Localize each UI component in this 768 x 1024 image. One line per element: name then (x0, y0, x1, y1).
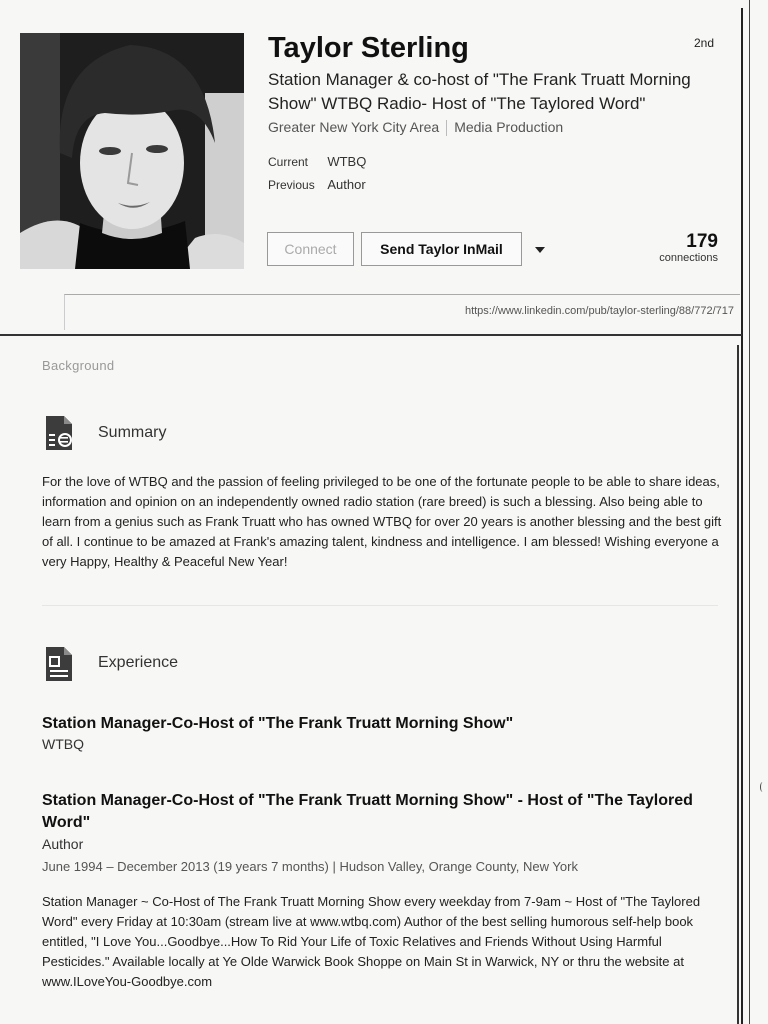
previous-value[interactable]: Author (327, 177, 366, 192)
profile-headline: Station Manager & co-host of "The Frank Truatt Morning Show" WTBQ Radio- Host of "The Taylored Word" (268, 70, 691, 113)
industry-link[interactable]: Media Production (454, 119, 564, 135)
summary-title: Summary (98, 424, 167, 441)
section-divider (42, 605, 718, 606)
job-description: Station Manager ~ Co-Host of The Frank Truatt Morning Show every weekday from 7-9am ~ Host of "The Taylored Word" every Friday at 10:30am (stream live at www.wtbq.com) Author of the best selling humorous self-help book entitled, "I Love You...Goodbye...How To Rid Your Life of Toxic Relatives and Friends Without Using Harmful Pesticides." Available locally at Ye Olde Warwick Book Shoppe on Main St in Warwick, NY or thru the website at www.ILoveYou-Goodbye.com (42, 894, 701, 989)
scan-artifact (760, 782, 765, 792)
profile-photo (20, 33, 244, 269)
summary-document-icon (44, 414, 74, 452)
page-border-line (741, 8, 743, 1024)
connections-label: connections (659, 252, 718, 264)
current-value[interactable]: WTBQ (327, 154, 367, 169)
separator (446, 120, 447, 136)
job-company[interactable]: WTBQ (42, 736, 84, 752)
send-inmail-button[interactable]: Send Taylor InMail (361, 232, 522, 266)
experience-document-icon (44, 645, 74, 683)
public-profile-url[interactable]: https://www.linkedin.com/pub/taylor-sterling/88/772/717 (464, 305, 734, 317)
profile-name: Taylor Sterling (268, 32, 469, 64)
current-label: Current (268, 155, 309, 169)
section-heading-background: Background (42, 358, 115, 373)
chevron-down-icon[interactable] (535, 247, 545, 253)
connections-count: 179 (686, 231, 718, 252)
current-row (268, 154, 366, 169)
experience-title: Experience (98, 654, 179, 671)
job-dates-location: June 1994 – December 2013 (19 years 7 months) | Hudson Valley, Orange County, New York (42, 859, 578, 874)
previous-row (268, 177, 366, 192)
page-border-line (749, 0, 750, 1024)
page-border-line (737, 345, 739, 1024)
header-divider (0, 334, 742, 336)
summary-text: For the love of WTBQ and the passion of feeling privileged to be one of the fortunate people to be able to share ideas, information and opinion on an independently owned radio station (rare breed) is such a blessing. Also being able to learn from a genius such as Frank Truatt who has owned WTBQ for over 20 years is another blessing and the best gift of all. I continue to be amazed at Frank's amazing talent, kindness and intelligence. I am blessed! Wishing everyone a very Happy, Healthy & Peaceful New Year! (42, 474, 722, 569)
job-company[interactable]: Author (42, 836, 84, 852)
connect-button[interactable]: Connect (267, 232, 354, 266)
location-industry-row (268, 119, 563, 136)
job-title[interactable]: Station Manager-Co-Host of "The Frank Truatt Morning Show" (42, 715, 514, 732)
connection-degree-badge: 2nd (694, 36, 715, 50)
previous-label: Previous (268, 178, 315, 192)
job-title[interactable]: Station Manager-Co-Host of "The Frank Truatt Morning Show" - Host of "The Taylored Word" (42, 792, 693, 831)
location-link[interactable]: Greater New York City Area (268, 119, 440, 135)
